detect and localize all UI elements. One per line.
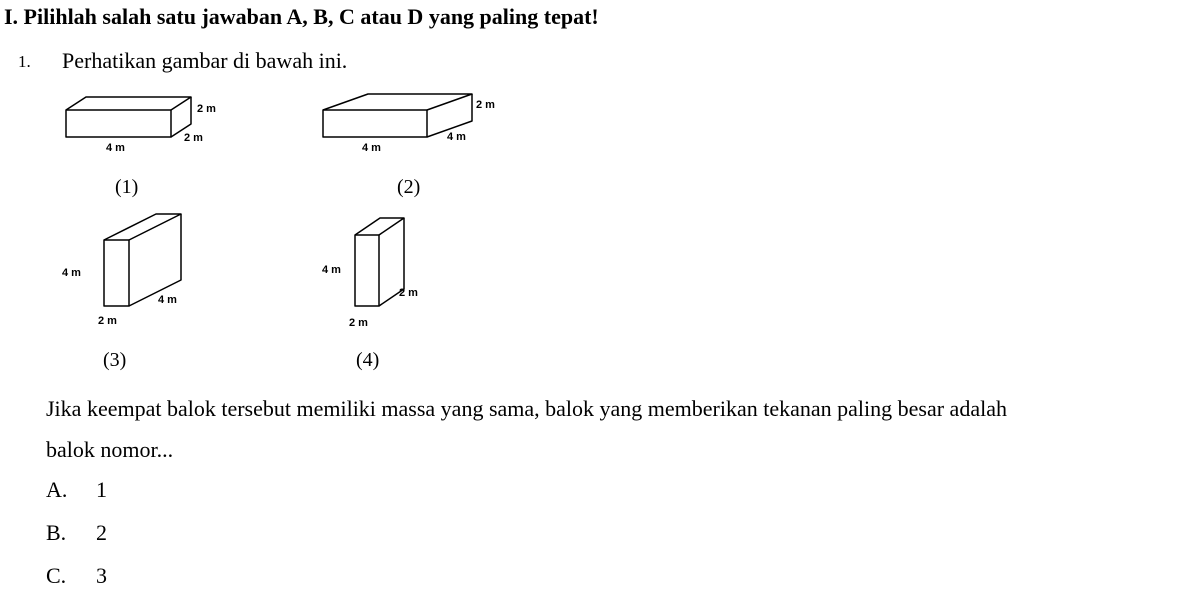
figure-3-dim-width: 2 m [98,315,117,327]
section-heading: I. Pilihlah salah satu jawaban A, B, C atau D yang paling tepat! [4,4,599,29]
figure-4-caption: (4) [356,349,380,371]
figure-1-dim-depth: 2 m [184,132,203,144]
question-intro: Perhatikan gambar di bawah ini. [62,48,348,73]
figure-1-dim-length: 4 m [106,142,125,154]
figure-group [0,0,600,380]
figure-1-dim-height: 2 m [197,103,216,115]
option-a[interactable] [46,477,107,503]
figure-2-dim-height: 2 m [476,99,495,111]
option-b-text: 2 [96,520,107,545]
option-c[interactable] [46,563,107,589]
figure-4-dim-height: 4 m [322,264,341,276]
option-c-text: 3 [96,563,107,588]
option-b-letter: B. [46,520,67,545]
block-figures-svg [0,0,600,380]
figure-3-dim-height: 4 m [62,267,81,279]
question-prompt [46,388,1186,470]
option-c-letter: C. [46,563,67,588]
figure-3-dim-depth: 4 m [158,294,177,306]
figure-1-box [66,97,191,137]
question-prompt-line-2: balok nomor... [46,437,174,462]
figure-2-caption: (2) [397,176,421,198]
figure-1-caption: (1) [115,176,139,198]
figure-3-box [104,214,181,306]
figure-4-box [355,218,404,306]
option-b[interactable] [46,520,107,546]
question-prompt-line-1: Jika keempat balok tersebut memiliki massa yang sama, balok yang memberikan tekanan paling besar adalah [46,396,1007,421]
figure-2-dim-depth: 4 m [447,131,466,143]
figure-2-dim-length: 4 m [362,142,381,154]
option-a-letter: A. [46,477,68,502]
option-a-text: 1 [96,477,107,502]
figure-4-dim-width: 2 m [349,317,368,329]
figure-4-dim-depth: 2 m [399,287,418,299]
question-number: 1. [18,52,31,71]
figure-3-caption: (3) [103,349,127,371]
